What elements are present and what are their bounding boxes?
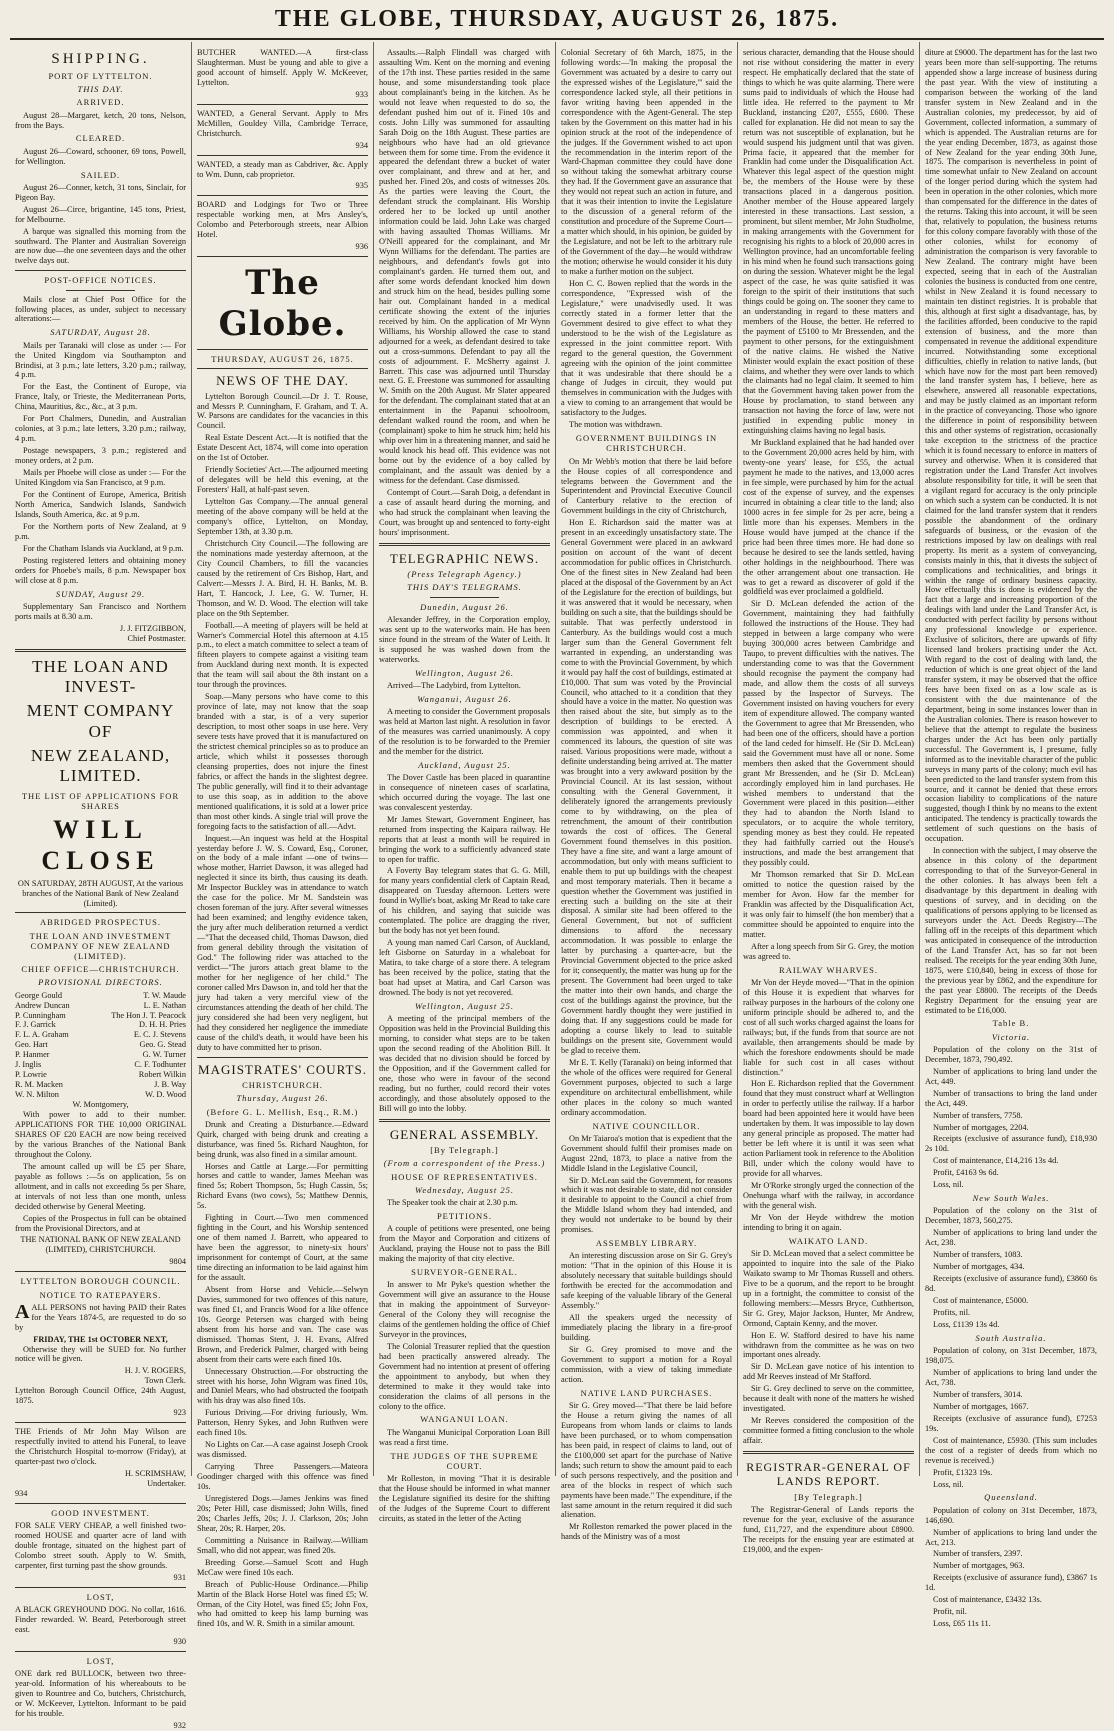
telegram-item: Alexander Jeffrey, in the Corporation employ, was sent up to the waterworks main. He has been since found in the stream of the Water of Leith. It is supposed he was washed down from the waterworks.: [379, 614, 550, 664]
stat-line: Number of mortgages, 963.: [933, 1561, 1025, 1571]
registrar-para: In connection with the subject, I may observe the absence in this colony of the department corresponding to that of the Surveyor-General in the other colonies. It has always been felt a disadvantage by this department in dealing with questions of survey, and in deciding on the qualifications of persons applying to be licensed as surveyors under the Act. Deeds Registry—The falling off in the receipts of this department which was anticipated in consequence of the introduction of the Land Transfer Act, has so far not been realised. The receipts for the year ending 30th June, 1875, were £10,840, being in excess of those for the previous year by £862, and the expenditure for the past year £8800. The receipts of the Deeds Registry Department for the ensuing year are estimated to be £16,000.: [925, 846, 1097, 1015]
news-item: Lyttelton Gas Company.—The annual general meeting of the above company will be held at the company's office, Lyttelton, on Monday, September 13th, at 3.30 p.m.: [197, 497, 368, 536]
post-office-heading: POST-OFFICE NOTICES.: [44, 275, 157, 286]
registrar-para: diture at £9000. The department has for the last two years been more than self-supporting. The returns appended show a large increase of business during the past year. With the view of instituting a comparison between the working of the land transfer system in New Zealand and in the Australian colonies, my predecessor, by aid of Government, collected information, a summary of which is appended. The Australian returns are for the year ending December, 1873, as against those of New Zealand for the year ending 30th June, 1875. The comparison is nevertheless in point of time somewhat unfair to New Zealand on account of the longer period during which the system had been in operation in the other colonies, which more than compensated for the difference in the dates of the returns. Taking this into account, it will be seen that, relatively to population, the business returns for this colony compare favorably with those of the other colonies, whilst for economy of administration the comparison is very favorable to New Zealand. The contrary might have been expected, seeing that in each of the Australian colonies the business is conducted from one centre, whilst in New Zealand it is found necessary to maintain ten distinct registries. It is probable that this, although at first sight a disadvantage, has, by the facilities afforded, been conducive to the rapid extension of business, and the more than compensated in revenue the additional expenditure incurred. Notwithstanding some exceptional difficulties, chiefly in relation to native lands, (but which have now for the most part been removed) the land transfer system has, I believe, here as elsewhere, answered all reasonable expectations, and may be justly claimed as an important reform in the practice of conveyancing. Those who ignore the difference in point of responsibility between this and other systems of registration, occasionally take exception to the strictness of the practice which it is found necessary to enforce in matters of survey and otherwise. When it is considered that registration under the Land Transfer Act involves absolute responsibility for title, it will be seen that a vigilant regard for accuracy is the only principle on which such a system can be conducted. It is not claimed for the land transfer system that it renders possible the abandonment of the ordinary safeguards of business, or the evasion of the restrictions imposed by law on dealings with real property. Its merit as a system of conveyancing, consists mainly in this, that it divests the subject of complications and technicalities, and brings it within the range of ordinary business capacity. How effectually this is done is evidenced by the fact that a large and increasing proportion of the dealings with land under the Land Transfer Act, is conducted with perfect facility by persons without any professional knowledge or experience. Exclusive of solicitors, there are upwards of fifty licensed land brokers practising under the Act. With regard to the cost of dealing with land, the reduction of which is one great object of the land transfer system, it may be observed that the office fees have been fixed on as a low scale as is consistent with the due maintenance of the department, being in some instances lower than in the Australian colonies. There is reason however to believe that the attempt to regulate the business charges under the Act has been only partially successful. The Government is, I presume, fully informed as to the inevitable character of the public surveys in many parts of the colony; much evil has been predicted to the land transfer system from this source, and it cannot be denied that these errors occasion liability to complications of the nature suggested, though I think by no means to the extent anticipated. The tendency is practically towards the settlement of such questions on the basis of occupation.: [925, 48, 1097, 844]
arrived-heading: ARRIVED.: [76, 97, 125, 108]
columns: [10, 42, 1104, 1730]
stat-line: Number of applications to bring land under the Act, 213.: [925, 1527, 1097, 1547]
rates-notice: AALL PERSONS not having PAID their Rates for the Years 1874-5, are requested to do so by: [15, 1300, 186, 1332]
assembly-para: Sir G. Grey moved—"That there be laid before the House a return giving the names of all Europeans from whom lands or claims to lands have been purchased, or to whom compensation has been paid, in respect of claims to land, out of the £100,000 set apart for the purchase of Native lands; such return to show the amount paid to each of such persons respectively, and the position and area of the blocks in respect of which such payments have been made." The expenditure, if the last same amount in the return required it did such alienation.: [561, 1400, 732, 1520]
servant-ad: WANTED, a General Servant. Apply to Mrs McMillen, Gouldey Villa, Cambridge Terrace, Christchurch.: [197, 108, 368, 138]
judges-heading: THE JUDGES OF THE SUPREME COURT.: [390, 1450, 539, 1471]
assembly-para: On Mr Taiaroa's motion that is expedient that the Government should fulfil their promises made on August 22nd, 1873, to place a native from the Middle Island in the Legislative Council,: [561, 1133, 732, 1173]
board-ad: BOARD and Lodgings for Two or Three respectable working men, at Mrs Ansley's, Colombo and Peterborough streets, near Albion Hotel.: [197, 200, 368, 240]
telegram-item: A young man named Carl Carson, of Auckland, left Gisborne on Saturday in a whaleboat for Matira, to take charge of a store there. A telegram has been received by the police, stating that the boat had upset at Matira, and Carl Carson was drowned. The body is not yet recovered.: [379, 938, 550, 997]
butcher-ad-number: 933: [355, 89, 368, 99]
assembly-para: Mr Rolleston, in moving "That it is desirable that the House should be informed in what manner the Legislature signified its desire for the shifting of the Judges of the Supreme Court to different circuits, as stated in the letter of the Acting: [379, 1473, 550, 1523]
lost-ad-1: A BLACK GREYHOUND DOG. No collar, 1616. Finder rewarded. W. Beard, Peterborough street east.: [15, 1604, 186, 1634]
stat-line: Loss, £65 11s 11.: [933, 1619, 991, 1629]
assembly-para: The Speaker took the chair at 2.30 p.m.: [387, 1197, 518, 1207]
funeral-signature-title: Undertaker.: [147, 1478, 186, 1488]
assembly-para: Mr Von der Heyde moved—"That in the opinion of this House it is expedient that wharves for railway purposes in the harbours of the colony one uniform principle should be adhered to, and the cost of all such works charged against the loans for railways; but, if the funds from that source are not available, then arrangements should be made by which the foreshore endowments should be made liable for such cost in all cases without distinction.": [743, 977, 914, 1077]
railway-wharves-heading: RAILWAY WHARVES.: [779, 964, 878, 975]
lost-ad-2: ONE dark red BULLOCK, between two three-year-old. Information of his whereabouts to be given to Rountree and Co, butchers, Christchurch, or W. McKeever, Lyttelton. Informant to be paid for his trouble.: [15, 1668, 186, 1718]
table-b-heading: Table B.: [992, 1018, 1030, 1029]
ratepayers-heading: NOTICE TO RATEPAYERS.: [39, 1289, 162, 1300]
assembly-para: Colonial Secretary of 6th March, 1875, in the following words:—'In making the proposal the Government was actuated by a desire to carry out the expressed wishes of the Legislature,'" said the correspondence lacked style, all their petitions in favor writing having been appended in the correspondence with the Agent-General. The step taken by the Government on this matter had in his opinion struck at the root of the independence of the judges. If the Government wished to act upon the recommendation in the interim report of the Ward-Chapman committee they could have done so without taking the somewhat arbitrary course they had. If the Government gave an assurance that they would not repeat such an action in future, and that it was their intention to invite the Legislature to the discussion of a general reform of the constitution and procedure of the Supreme Court—a matter which should, in his opinion, be guided by the Legislature, and not be left to the arbitrary rule of the Government of the day—he would withdraw the motion; otherwise he would consider it his duty to make a further motion on the subject.: [561, 48, 732, 276]
news-heading: NEWS OF THE DAY.: [216, 372, 349, 388]
assembly-para: All the speakers urged the necessity of immediately placing the library in a fire-proof building.: [561, 1313, 732, 1343]
news-item: Real Estate Descent Act.—It is notified that the Estate Descent Act, 1874, will come into operation on the 1st of October.: [197, 433, 368, 463]
nsw-stats: [925, 1206, 1097, 1329]
wanganui-loan-heading: WANGANUI LOAN.: [420, 1414, 509, 1425]
director-row: W. N. Milton W. D. Wood: [15, 1090, 186, 1100]
loan-date: ON SATURDAY, 28TH AUGUST, At the various branches of the National Bank of New Zealand (Limited).: [17, 878, 184, 908]
assembly-para: Mr O'Rorke strongly urged the connection of the Onehunga wharf with the railway, in accordance with the general wish.: [743, 1180, 914, 1210]
loan-para: Copies of the Prospectus in full can be obtained from the Provisional Directors, and at: [15, 1213, 186, 1233]
assembly-para: Sir D. McLean defended the action of the Government, maintaining they had faithfully followed the instructions of the House. They had stepped in between a large company who were buying 300,000 acres between Cambridge and Taupo, to prevent difficulties with the natives. The understanding come to was that the Government should recognise the payment the company had made, and allow them the costs of all surveys passed by the Inspector of Surveys. The Government insisted on having vouchers for every item of expenditure allowed. The company wanted the Government to agree that Mr Bressenden, who had been one of the officers, should have a portion of the land ceded for himself. He (Sir D. McLean) said the Government must have all or none. Some members then asked that the Government should grant Mr Bressenden, and he (Sir D. McLean) accordingly employed him in land purchases. He wished members to understand that the Government were placed in this position—either they had to abandon the North Island to speculators, or to acquire the whole territory, spending money as best they could. He repeated they had faithfully carried out the House's instructions, and made the best arrangement that they possibly could.: [743, 599, 914, 868]
cabdriver-ad-number: 935: [355, 181, 368, 191]
magistrates-before: (Before G. L. Mellish, Esq., R.M.): [206, 1106, 359, 1117]
assembly-para: Mr E. T. Kelly (Taranaki) on being informed that the whole of the offices were required for General Government purposes, objected to such a large expenditure on architectural embellishment, while other places in the colony so much wanted ordinary accommodation.: [561, 1057, 732, 1117]
news-item: Friendly Societies' Act.—The adjourned meeting of delegates will be held this evening, at the Foresters' Hall, at half-past seven.: [197, 465, 368, 495]
post-sunday: SUNDAY, August 29.: [55, 588, 146, 599]
post-signature: J. J. FITZGIBBON,: [119, 623, 186, 633]
stat-line: Cost of maintenance, £5930. (This sum includes the cost of a register of deeds from which no revenue is received.): [925, 1435, 1097, 1465]
telegram-item: A Foverty Bay telegram states that G. G. Mill, for many years confidential clerk of Captain Read, disappeared on Tuesday afternoon. Letters were found in Wyllie's boat, asking Mr Read to take care of his children, and saying that suicide was contemplated. The police are dragging the river, but the body has not yet been found.: [379, 866, 550, 936]
will-close-heading: WILL CLOSE: [41, 815, 160, 876]
telegram-dateline: Wellington, August 26.: [415, 667, 514, 678]
stat-line: Number of applications to bring land under the Act, 238.: [925, 1228, 1097, 1248]
stat-line: Loss, £1139 13s 4d.: [933, 1319, 1000, 1329]
assembly-para: Sir D. McLean moved that a select committee be appointed to inquire into the sale of the Piako Waikato swamp to Mr Thomas Russell and others. Five to be a quorum, and the report to be brought up in a fortnight, the committee to consist of the following members:—Messrs Bryce, Cuthbertson, Sir G. Grey, Major Jackson, Hunter, Mr Andrew, Ormond, Captain Kenny, and the mover.: [743, 1248, 914, 1328]
column-5: [738, 42, 920, 1554]
column-4: [556, 42, 738, 1542]
stat-line: Number of mortgages, 2204.: [933, 1122, 1029, 1132]
loan-list-heading: THE LIST OF APPLICATIONS FOR SHARES: [21, 790, 180, 812]
court-item: Breach of Public-House Ordinance.—Philip Martin of the Black Horse Hotel was fined £5; W. Orman, of the City Hotel, was fined £5; John Fox, who had omitted to keep his lamp burning was fined 10s, and W. R. Smith in a similar amount.: [197, 1579, 368, 1629]
telegram-dateline: Wanganui, August 26.: [417, 693, 512, 704]
todays-telegrams: THIS DAY'S TELEGRAMS.: [407, 582, 522, 593]
directors-list: [15, 991, 186, 1100]
qld-heading: Queensland.: [984, 1492, 1038, 1503]
loan-bank: THE NATIONAL BANK OF NEW ZEALAND (LIMITED), CHRISTCHURCH.: [20, 1235, 181, 1255]
post-para: For the Continent of Europe, America, British North America, Sandwich Islands, Sandwich Islands, South America, &c. at 9 p.m.: [15, 489, 186, 519]
petitions-heading: PETITIONS.: [436, 1210, 493, 1221]
post-saturday: SATURDAY, August 28.: [50, 327, 151, 338]
borough-council-heading: LYTTELTON BOROUGH COUNCIL.: [20, 1276, 181, 1287]
arrival-entry: August 28—Margaret, ketch, 20 tons, Nelson, from the Bays.: [15, 110, 186, 130]
news-item: Football.—A meeting of players will be held at Warner's Commercial Hotel this afternoon at 4.15 p.m., to elect a match committee to select a team of fifteen players to compete against a visiting team from Auckland during next month. It is expected that the team will sail about the 8th instant on a tour through the provinces.: [197, 620, 368, 690]
globe-title: The Globe.: [218, 263, 347, 344]
court-item: Committing a Nuisance in Railway.—William Small, who did not appear, was fined 20s.: [197, 1535, 368, 1555]
waikato-land-heading: WAIKATO LAND.: [788, 1235, 869, 1246]
cabdriver-ad: WANTED, a steady man as Cabdriver, &c. Apply to Wm. Dunn, cab proprietor.: [197, 159, 368, 179]
telegram-dateline: Auckland, August 25.: [418, 759, 511, 770]
abridged-prospectus-heading: ABRIDGED PROSPECTUS.: [39, 917, 162, 928]
telegram-item: Arrived—The Ladybird, from Lyttelton.: [387, 680, 521, 690]
assembly-para: The Wanganui Municipal Corporation Loan Bill was read a first time.: [379, 1427, 550, 1447]
lost-ad-number-2: 932: [173, 1720, 186, 1730]
globe-date: THURSDAY, AUGUST 26, 1875.: [211, 353, 354, 364]
this-day-heading: THIS DAY.: [77, 84, 124, 95]
post-signature-title: Chief Postmaster.: [127, 633, 186, 643]
surveyor-general-heading: SURVEYOR-GENERAL.: [411, 1266, 518, 1277]
sailed-heading: SAILED.: [80, 169, 121, 180]
stat-line: Loss, nil.: [933, 1479, 964, 1489]
by-telegraph: [By Telegraph.]: [430, 1145, 499, 1156]
stat-line: Profits, nil.: [933, 1307, 971, 1317]
rates-signature: H. J. V. ROGERS,: [124, 1366, 186, 1376]
registrar-heading: REGISTRAR-GENERAL OF LANDS REPORT.: [746, 1460, 911, 1489]
butcher-ad: BUTCHER WANTED.—A first-class Slaughterman. Must be young and able to give a good account of himself. Apply W. McKeever, Lyttelton.: [197, 48, 368, 87]
director-row: J. Inglis C. F. Todhunter: [15, 1060, 186, 1070]
post-para: Posting registered letters and obtaining money orders for Phoebe's mails, 8 p.m. Newspaper box will close at 8 p.m.: [15, 555, 186, 585]
stat-line: Number of applications to bring land under the Act, 449.: [925, 1066, 1097, 1086]
loan-para: With power to add to their number. APPLICATIONS FOR THE 10,000 ORIGINAL SHARES OF £20 EACH are now being received by the various Branches of the National Bank throughout the Colony.: [15, 1110, 186, 1159]
loan-heading-2: MENT COMPANY OF: [26, 701, 175, 741]
provisional-directors-heading: PROVISIONAL DIRECTORS.: [38, 977, 163, 988]
director-row: P. Cunningham The Hon J. T. Peacock: [15, 1010, 186, 1020]
registrar-para: The Registrar-General of Lands reports the revenue for the year, exclusive of the assurance fund, £11,727, and the expenditure about £8900. The receipts for the ensuing year are estimated at £19,000, and the expen-: [743, 1505, 914, 1554]
assembly-para: Sir G. Grey promised to move and the Government to support a motion for a Royal commission, with a view of taking immediate action.: [561, 1344, 732, 1384]
native-land-heading: NATIVE LAND PURCHASES.: [580, 1387, 713, 1398]
general-assembly-heading: GENERAL ASSEMBLY.: [389, 1126, 540, 1142]
news-item: Lyttelton Borough Council.—Dr J. T. Rouse, and Messrs P. Cunningham, F. Graham, and T. A. W. Parsons are candidates for the vacancies in this Council.: [197, 391, 368, 431]
stat-line: Population of colony on 31st December, 1873, 146,690.: [925, 1505, 1097, 1525]
assembly-para: Sir D. McLean gave notice of his intention to add Mr Reeves instead of Mr Stafford.: [743, 1362, 914, 1382]
post-para: For the East, the Continent of Europe, via France, Italy, or Trieste, the Mediterranean Ports, China, Mauritius, &c., &c., at 3 p.m.: [15, 382, 186, 412]
assembly-para: An interesting discussion arose on Sir G. Grey's motion: "That in the opinion of this House it is absolutely necessary that suitable buildings should forthwith be erected for the accommodation and safe keeping of the valuable library of the General Assembly.": [561, 1251, 732, 1311]
court-item: Absent from Horse and Vehicle.—Selwyn Davies, summoned for two offences of this nature, was fined £1, and Francis Wood for a like offence 10s. George Petersen was charged with being absent from his horse and van. The case was dismissed. Thomas Stent, J. H. Evans, Alfred Brown, and Frederick Palmer, charged with being absent from their carts were each fined 10s.: [197, 1284, 368, 1364]
assembly-para: Mr Von der Heyde withdrew the motion intending to bring it on again.: [743, 1212, 914, 1232]
court-item: Carrying Three Passengers.—Mateora Goodinger charged with this offence was fined 10s.: [197, 1462, 368, 1492]
director-row: George Gould T. W. Maude: [15, 990, 186, 1000]
stat-line: Profit, nil.: [933, 1607, 967, 1617]
rates-notice-2: Otherwise they will be SUED for. No further notice will be given.: [15, 1344, 186, 1364]
assembly-para: Hon E. Richardson replied that the Government found that they must construct wharf at Wellington in order to perfectly utilise the railway. If a harbor board had been appointed here it would have been undertaken by them. It was impossible to lay down any general principle as proposed. The matter had better be left where it is until it was seen what action Parliament took in reference to the Abolition Bill, under which the colony would have to provide for all wharves.: [743, 1079, 914, 1179]
telegram-list: [379, 602, 550, 1114]
stat-line: Receipts (exclusive of assurance fund), £18,930 2s 10d.: [925, 1134, 1097, 1154]
victoria-stats: [925, 1045, 1097, 1190]
lost-ad-number-1: 930: [173, 1636, 186, 1646]
stat-line: Population of the colony on the 31st of December, 1873, 790,492.: [925, 1044, 1097, 1064]
masthead: [10, 0, 1104, 40]
masthead-title: THE GLOBE, THURSDAY, AUGUST 26, 1875.: [274, 5, 840, 32]
court-item: Horses and Cattle at Large.—For permitting horses and cattle to wander, James Meehan was fined 5s; Robert Thompson, 5s; Hugh Cassin, 5s; Richard Evans (two cows), 5s; Matthew Dennis, 5s.: [197, 1161, 368, 1211]
loan-heading-1: THE LOAN AND INVEST-: [32, 656, 169, 696]
assembly-para: Mr Buckland explained that he had handed over to the Government 20,000 acres held by him, with twenty-one years' lease, for £55, the actual payment he made to the natives, and 13,000 acres in fee simple, were purchased by him for the actual cost of the expense of survey, and the expenses incurred in obtaining a clear title to the land; also 1000 acres in fee simple for 2s per acre, being a little more than his expenses. Members in the House would have jumped at the chance if the price had been three times more. He had done so because he desired to see the lands settled, having other holdings in the neighbourhood. There was the other arrangement about one transaction. He was to get a reward as discoverer of gold if the goldfield was ever proclaimed a goldfield.: [743, 438, 914, 597]
assembly-para: Hon E. Richardson said the matter was at present in an exceedingly unsatisfactory state. The General Government were placed in an awkward position on account of the want of decent accommodation for public offices in Christchurch. One of the finest sites in New Zealand had been placed at the disposal of the Government by an Act of the Legislature for the erection of buildings, but it was answered that it would be necessary, when building on such a site, that the buildings should be suitable. That was perfectly understood in Canterbury. As the buildings would cost a much larger sum than the General Government felt warranted in expending, an understanding was come to with the Provincial Government, by which it would pay half the cost of buildings, estimated at £10,000. That sum was voted by the Provincial Council, who attached to it a condition that they should have a voice in the matter. No question was then raised about the site, but simply as to the description of buildings to be erected. A commission was appointed, and when it commenced its labours, the question of site was raised. Various propositions were made, without a definite understanding being arrived at. The matter was brought into a very awkward position by the Provincial Council. At its last session, without consulting with the General Government, it deliberately ignored the arrangements previously come to by withdrawing, on the plea of retrenchment, the amount of their contribution towards the cost of offices. The General Government found themselves in this position. They have a fine site, and want a large amount of accommodation, but only with means sufficient to enable them to put up buildings with the cheapest and most temporary materials. Then it became a question whether the Government was justified in erecting such a building on the site at their disposal. A similar site had been offered to the General Government, but not of sufficient dimensions to afford the necessary accommodation. It was possible to enlarge the latter by purchasing a quarter-acre, but the Provincial Government objected to the price asked for it; consequently, the matter was hung up for the present. The Government had been urged to take the matter into their own hands, and charge the cost of the buildings against the province, but the Government hardly thought they were justified in doing that. If any suggestions could be made for adopting a course likely to lead to suitable buildings on the present site, Government would be glad to receive them.: [561, 518, 732, 1055]
news-item: Inquest.—An inquest was held at the Hospital yesterday before J. W. S. Coward, Esq., Coroner, on the body of a male infant —one of twins—whose mother, Harriet Dawson, it was alleged had neglected it since its birth, thus causing its death. Mr Inspector Buckley was in attendance to watch the case for the police. Mr M. Sandstein was chosen foreman of the jury. After several witnesses had been examined; and lengthy evidence taken, the jury after much deliberation returned a verdict—"That the deceased child, Thomas Dawson, died from general debility through the visitation of God." The following rider was attached to the verdict—"The jurors attach great blame to the mother for her negligence of her child." The coroner called Mrs Dawson in, and told her that the jury had taken a very merciful view of the circumstances attending the death of her child. The jury considered she had been very negligent, but had they considered her negligence the immediate cause of the child's death, it would have been his duty to have committed her to prison.: [197, 833, 368, 1052]
cleared-entry: August 26—Coward, schooner, 69 tons, Powell, for Wellington.: [15, 146, 186, 166]
assembly-para: A couple of petitions were presented, one being from the Mayor and Corporation and citizens of Auckland, praying the House not to pass the Bill making the majority of that city elective.: [379, 1224, 550, 1263]
stat-line: Receipts (exclusive of assurance fund), £7253 19s.: [925, 1413, 1097, 1433]
assembly-para: Sir D. McLean said the Government, for reasons which it was not desirable to state, did not consider it desirable to appoint to the Council a chief from the Middle Island whom they had intended, and they would not undertake to be bound by their promises.: [561, 1175, 732, 1235]
loan-para: The amount called up will be £5 per Share, payable as follows :—5s on application, 5s on allotment, and in calls not exceeding 5s per Share, at intervals of not less than one month, unless decided otherwise by General Meeting.: [15, 1161, 186, 1211]
post-para: For the Chatham Islands via Auckland, at 9 p.m.: [23, 543, 184, 553]
news-item: Christchurch City Council.—The following are the nominations made yesterday afternoon, at the City Council Chambers, to fill the vacancies caused by the retirement of Crs Bishop, Hart, and Calvert:—Messrs J. A. Bird, H. H. Banks, M. B. Hart, T. Hancock, J. Lee, G. W. Turner, H. Thomson, and W. D. Wood. The election will take place on the 9th September.: [197, 538, 368, 618]
director-row: P. Lowrie Robert Wilkin: [15, 1070, 186, 1080]
lost-heading-1: LOST,: [86, 1591, 115, 1602]
telegraphic-heading: TELEGRAPHIC NEWS.: [389, 550, 540, 566]
assembly-para: After a long speech from Sir G. Grey, the motion was agreed to.: [743, 941, 914, 961]
rates-deadline: FRIDAY, THE 1st OCTOBER NEXT,: [33, 1334, 168, 1344]
column-3: [374, 42, 556, 1523]
stat-line: Number of mortgages, 434.: [933, 1262, 1025, 1272]
stat-line: Number of transfers, 3014.: [933, 1389, 1023, 1399]
court-item: Unnecessary Obstruction.—For obstructing the street with his horse, John Wigram was fined 10s, and Daniel Mears, who had obstructed the footpath with his dray was also fined 10s.: [197, 1366, 368, 1406]
director-row: Andrew Duncan L. E. Nathan: [15, 1000, 186, 1010]
servant-ad-number: 934: [355, 140, 368, 150]
press-correspondent: (From a correspondent of the Press.): [383, 1158, 546, 1169]
stat-line: Number of mortgages, 1667.: [933, 1401, 1029, 1411]
court-item: Drunk and Creating a Disturbance.—Edward Quirk, charged with being drunk and creating a disturbance, was fined 5s. Richard Naughton, for being drunk, was also fined in a similar amount.: [197, 1119, 368, 1159]
rates-ad-number: 923: [173, 1408, 186, 1418]
director-montgomery: W. Montgomery,: [72, 1100, 129, 1110]
loan-company-name: THE LOAN AND INVESTMENT COMPANY OF NEW ZEALAND (LIMITED).: [29, 930, 172, 962]
stat-line: Cost of maintenance, £14,216 13s 4d.: [933, 1156, 1059, 1166]
telegram-item: Mr James Stewart, Government Engineer, has returned from inspecting the Kaipara railway. He reports that at least a month will be required in bringing the work to a sufficiently advanced state to open for traffic.: [379, 814, 550, 864]
post-para: Postage newspapers, 3 p.m.; registered and money orders, at 2 p.m.: [15, 446, 186, 466]
stat-line: Cost of maintenance, £3432 13s.: [933, 1595, 1042, 1605]
stat-line: Receipts (exclusive of assurance fund), £3867 1s 1d.: [925, 1573, 1097, 1593]
telegram-dateline: Wellington, August 25.: [415, 1000, 514, 1011]
stat-line: Number of transfers, 7758.: [933, 1110, 1023, 1120]
director-row: P. Hanmer G. W. Turner: [15, 1050, 186, 1060]
court-item: Furious Driving.—For driving furiously, Wm. Patterson, Henry Sykes, and John Ruthven were each fined 10s.: [197, 1408, 368, 1438]
post-para: Mails per Phoebe will close as under :— For the United Kingdom via San Francisco, at 9 p.m.: [15, 468, 186, 487]
assembly-para: The motion was withdrawn.: [569, 420, 663, 430]
sailed-entry-2: August 26—Circe, brigantine, 145 tons, Priest, for Melbourne.: [15, 204, 186, 224]
column-6: [920, 42, 1102, 1629]
post-para: For the Northern ports of New Zealand, at 9 p.m.: [15, 521, 186, 541]
magistrates-city: CHRISTCHURCH.: [242, 1080, 323, 1091]
assembly-para: In answer to Mr Pyke's question whether the Government will give an assurance to the House that in making the appointment of Surveyor-General of the Colony they will recognise the claims of the gentlemen holding the office of Chief Surveyor in the provinces,: [379, 1280, 550, 1339]
post-para: Mails close at Chief Post Office for the following places, as under, subject to necessary alterations:—: [15, 294, 186, 324]
telegram-item: A meeting of the principal members of the Opposition was held in the Provincial Building this morning, to consider what steps are to be taken upon the second reading of the Abolition Bill. It was decided that no division should be forced by the Opposition, and if the Government called for one, those who were in favour of the second reading, but no further, could record their votes accordingly, and those absolutely opposed to the Bill will go into the lobby.: [379, 1014, 550, 1113]
rates-signature-title: Town Clerk.: [144, 1376, 186, 1386]
stat-line: Profit, £1323 19s.: [933, 1467, 993, 1477]
assembly-para: Mr Rolleston remarked the power placed in the hands of the Ministry was of a most: [561, 1522, 732, 1542]
sale-ad: FOR SALE VERY CHEAP, a well finished two-roomed HOUSE and quarter acre of land with double frontage, situated on the highest part of Colombo street south. Apply to W. Smith, carpenter, first turning past the show grounds.: [15, 1521, 186, 1570]
port-heading: PORT OF LYTTELTON.: [48, 71, 153, 81]
loan-ad-number: 9804: [169, 1257, 186, 1267]
board-ad-number: 936: [355, 242, 368, 252]
rates-office: Lyttelton Borough Council Office, 24th August, 1875.: [15, 1386, 186, 1406]
director-row: R. M. Macken J. B. Way: [15, 1080, 186, 1090]
assembly-para: Hon E. W. Stafford desired to have his name withdrawn from the committee as he was on two important ones already.: [743, 1330, 914, 1360]
funeral-signature: H. SCRIMSHAW,: [124, 1469, 186, 1479]
stat-line: Receipts (exclusive of assurance fund), £3860 6s 8d.: [925, 1274, 1097, 1294]
victoria-heading: Victoria.: [991, 1031, 1031, 1042]
house-heading: HOUSE OF REPRESENTATIVES.: [391, 1171, 538, 1182]
assembly-para: Sir G. Grey declined to serve on the committee, because it dealt with none of the matters he wished investigated.: [743, 1384, 914, 1414]
sailed-entry-1: August 26—Conner, ketch, 31 tons, Sinclair, for Pigeon Bay.: [15, 182, 186, 202]
stat-line: Number of transfers, 2397.: [933, 1549, 1023, 1559]
stat-line: Number of applications to bring land under the Act, 738.: [925, 1367, 1097, 1387]
news-item: Soap.—Many persons who have come to this province of late, may not know that the soap branded with a star, is of a very superior description, to most other soaps in use here. Very severe tests have proved that it is manufactured on the strictest chemical principles so as to produce an article, which whilst it possesses thorough cleansing properties, does not injure the finest fabrics, or affect the hands in the slightest degree. The public generally, will find it to their advantage to use this soap, as in addition to the above mentioned qualifications, it is sold at a lower price than most other kinds. A single trial will prove the foregoing facts to the satisfaction of all.—Advt.: [197, 692, 368, 831]
assembly-para: On Mr Webb's motion that there be laid before the House copies of all correspondence and telegrams between the Government and the Superintendent and Provincial Executive Council of Canterbury relative to the erection of Government buildings in the city of Christchurch,: [561, 456, 732, 516]
lost-heading-2: LOST,: [86, 1655, 115, 1666]
stat-line: Loss, nil.: [933, 1180, 964, 1190]
stat-line: Profit, £4163 9s 6d.: [933, 1168, 999, 1178]
barque-notice: A barque was signalled this morning from the southward. The Planter and Australian Sovereign are now due—the one seventeen days and the other twelve days out.: [15, 226, 186, 266]
shipping-heading: SHIPPING.: [51, 51, 150, 67]
sa-heading: South Australia.: [975, 1332, 1047, 1343]
native-councillor-heading: NATIVE COUNCILLOR.: [592, 1120, 701, 1131]
telegram-dateline: Dunedin, August 26.: [420, 601, 509, 612]
court-item: Fighting in Court.—Two men commenced fighting in the Court, and his Worship sentenced one of them named J. Barrett, who appeared to have been the aggressor, to ninety-six hours' imprisonment for contempt of Court, at the same time directing an information to be laid against him for the assault.: [197, 1213, 368, 1282]
stat-line: Number of transactions to bring the land under the Act, 449.: [925, 1088, 1097, 1108]
good-investment-heading: GOOD INVESTMENT.: [51, 1507, 150, 1518]
telegram-item: The Dover Castle has been placed in quarantine in consequence of nineteen cases of scarlatina, which occurred during the voyage. The last one was convalescent yesterday.: [379, 772, 550, 812]
director-row: F. L. A. Graham E. C. J. Stevens: [15, 1030, 186, 1040]
assembly-para: The Colonial Treasurer replied that the question had been practically answered already. The Government had no intention at present of offering the appointment to anybody, but when they determined to make it they would take into consideration the claims of all persons in the colony to the office.: [379, 1341, 550, 1411]
court-item: Assaults.—Ralph Flindall was charged with assaulting Wm. Kent on the morning and evening of the 17th inst. These parties resided in the same house, and some misunderstanding took place about complainant's being in the kitchen. As he would not leave when requested to do so, the defendant pushed him out of it. Fined 10s and costs. John Lilly was summoned for assaulting Sarah Doig on the 18th August. These parties are neighbours who have had an old grievance between them for some time. From the evidence it appeared the defendant threw a bucket of water over complainant, and threw and at her, and pushed her. Fined 20s, and costs of witnesses 20s. As the parties were leaving the Court, the defendant struck the complainant. His Worship ordered her to be locked up until another information could be laid. John Lake was charged with having assaulted Thomas Williams. Mr O'Neill appeared for the complainant, and Mr Wynn Williams for the defendant. The parties are neighbours, and defendant's fowls got into complainant's garden. He turned them out, and after some words defendant knocked him down and struck him on the head, besides pulling some hair out. Complainant handed in a medical certificate showing the extent of the injuries received by him. On the application of Mr Wynn Williams, his Worship allowed the case to stand adjourned for a week, as defendant desired to take out a cross-summons. Defendant to pay all the costs of adjournment. F. McSherry against J. Barrett. This case was adjourned until Thursday next. G. E. Freestone was summoned for assaulting W. Smith on the 20th August. Mr Slater appeared for the defendant. The complainant stated that at an entertainment in the Papanui schoolroom, defendant walked round the room, and when he (complainant) spoke to him he struck him; held his whip over him in a threatening manner, and said he would knock his head off. This evidence was not borne out by the evidence of a boy called by complainant, and the assault was denied by a witness for the defendant. Case dismissed.: [379, 48, 550, 485]
court-item: Breeding Gorse.—Samuel Scott and Hugh McCaw were fined 10s each.: [197, 1557, 368, 1577]
telegram-item: A meeting to consider the Government proposals was held at Marton last night. A resolution in favor of the measures was carried unanimously. A copy of the resolution is to be forwarded to the Premier and the member for the district.: [379, 706, 550, 756]
sale-ad-number: 931: [173, 1572, 186, 1582]
post-para: Supplementary San Francisco and Northern ports mails at 8.30 a.m.: [15, 601, 186, 621]
nsw-heading: New South Wales.: [972, 1193, 1050, 1204]
loan-heading-3: NEW ZEALAND, LIMITED.: [30, 746, 171, 786]
stat-line: Population of the colony on the 31st of December, 1873, 560,275.: [925, 1206, 1097, 1226]
gov-buildings-heading: GOVERNMENT BUILDINGS IN CHRISTCHURCH.: [575, 433, 718, 454]
court-item: No Lights on Car.—A case against Joseph Crook was dismissed.: [197, 1440, 368, 1460]
house-date: Wednesday, August 25.: [415, 1184, 514, 1195]
column-1: [10, 42, 192, 1730]
stat-line: Population of colony, on 31st December, 1873, 198,075.: [925, 1346, 1097, 1366]
assembly-para: Mr Reeves considered the composition of the committee formed a fitting conclusion to the whole affair.: [743, 1416, 914, 1446]
assembly-para: Mr Thomson remarked that Sir D. McLean omitted to notice the question raised by the member for Avon. How far the member for Franklin was affected by the Disqualification Act, it was only fair to himself (the hon member) that a committee should be appointed to enquire into the matter.: [743, 870, 914, 939]
stat-line: Number of transfers, 1083.: [933, 1250, 1023, 1260]
post-para: For Port Chalmers, Dunedin, and Australian colonies, at 3 p.m.; late letters, 3.20 p.m.; railway, 4 p.m.: [15, 414, 186, 444]
funeral-notice: THE Friends of Mr John May Wilson are respectfully invited to attend his Funeral, to leave the Christchurch Hospital to-morrow (Friday), at quarter-past two o'clock.: [15, 1427, 186, 1467]
funeral-ad-number: 934: [15, 1488, 28, 1498]
qld-stats: [925, 1506, 1097, 1629]
column-2: [192, 42, 374, 1629]
assembly-para: serious character, demanding that the House should not rise without considering the matter in every respect. He emphatically declared that the state of things to which he was quite alarming. There were sums paid to individuals of which the House had little idea. He referred to the payment to Mr Buckland, instancing £207, £555, £600. These called for explanation. He did not mean to say the return was not susceptible of explanation, but he would suspend his judgment until that was given. Prima facie, it appeared that the member for Franklin had come under the Disqualification Act. Whatever this legal aspect of the question might be, the members of the House were by these transactions placed in a dangerous position. Another member of the House appeared largely interested in these transactions. Last session, a prominent, but silent member, Mr John Studholme, in making arrangements with the Government for recognising his rights to a block of 20,000 acres in Wellington province, had an uncomfortable feeling in his mind when he found such transactions going on during the session. Whatever might be the legal aspect of the case, he was quite satisfied it was foreign to the spirit of their institutions that such things could be going on. The sooner they came to an understanding in regard to these matters and members of the House, the better. He referred to the payment of £5100 to Mr Bressenden, and the payment to other persons, for the extinguishment of the native claims. He wished the Native Minister would explain the exact position of these claims, and whether they were over lands to which the claimants had no legal claim. It seemed to him that the Government having taken power from the House by proclamation, to stand between any transaction not having the force of law, were not justified in expending public money in extinguishing claims having no legal basis.: [743, 48, 914, 436]
registrar-telegraph: [By Telegraph.]: [794, 1491, 863, 1502]
chief-office: CHIEF OFFICE—CHRISTCHURCH.: [21, 964, 180, 975]
director-row: Geo. Hart Geo. G. Stead: [15, 1040, 186, 1050]
court-item: Unregistered Dogs.—James Jenkins was fined 20s; Peter Hill, case dismissed; John Wills, fined 20s; Charles Jeffs, 20s; J. J. Clarkson, 20s; John Shear, 20s; R. Harper, 20s.: [197, 1494, 368, 1533]
sa-stats: [925, 1346, 1097, 1489]
assembly-library-heading: ASSEMBLY LIBRARY.: [595, 1238, 698, 1249]
director-row: F. J. Garrick D. H. H. Pries: [15, 1020, 186, 1030]
stat-line: Cost of maintenance, £5000.: [933, 1296, 1029, 1306]
magistrates-date: Thursday, August 26.: [236, 1093, 329, 1104]
telegraph-agency: (Press Telegraph Agency.): [407, 569, 522, 580]
post-para: Mails per Taranaki will close as under :— For the United Kingdom via Southampton and Brindisi, at 3 p.m.; late letters, 3.20 p.m.; railway, 4 p.m.: [15, 340, 186, 380]
cleared-heading: CLEARED.: [75, 133, 126, 144]
magistrates-heading: MAGISTRATES' COURTS.: [198, 1061, 367, 1077]
assembly-para: Hon C. C. Bowen replied that the words in the correspondence, "Expressed wish of the Legislature," were unadvisedly used. It was correctly stated in a former letter that the Government desired to give effect to what they understood to be the wish of the Legislature as expressed in the joint committee report. With regard to the general question, the Government agreeing with the opinion of the joint committee that it was undesirable that there should be a change of Judges in circuit, they would put themselves in communication with the Judges with a view to coming to an arrangement that would be satisfactory to the Judges.: [561, 278, 732, 418]
court-item: Contempt of Court.—Sarah Doig, a defendant in a case of assault heard during the morning, and who had struck the complainant when leaving the Court, was brought up and sentenced to forty-eight hours' imprisonment.: [379, 487, 550, 537]
